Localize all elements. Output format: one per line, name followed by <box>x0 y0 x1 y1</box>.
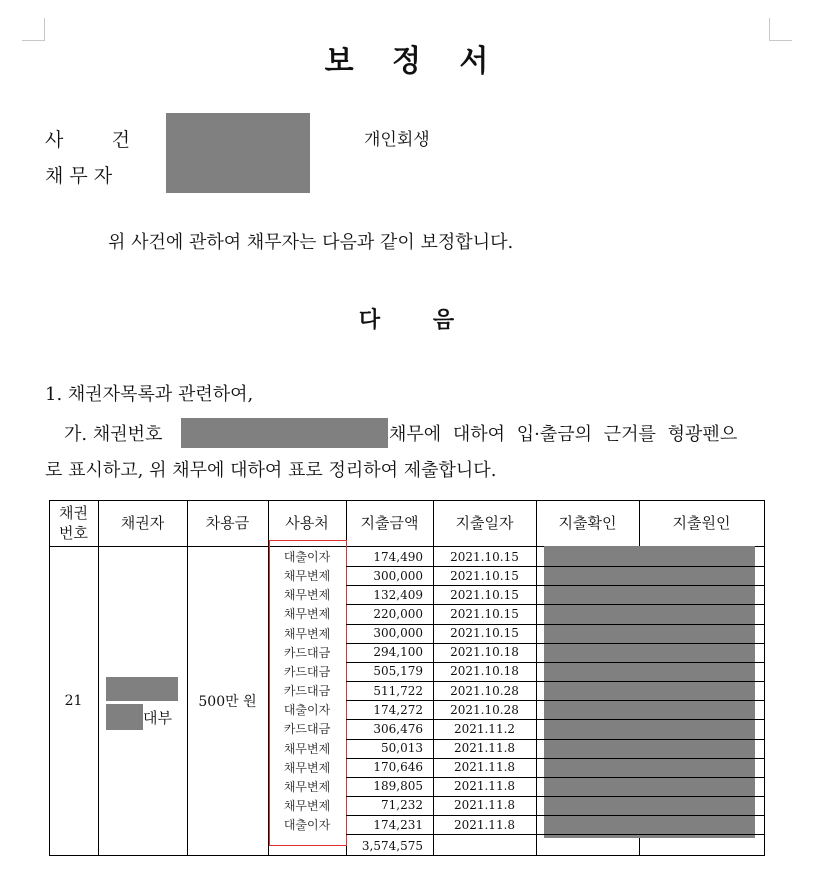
row-date: 2021.10.28 <box>450 702 519 717</box>
section-1-title: 1. 채권자목록과 관련하여, <box>45 384 254 405</box>
table-border <box>536 500 537 856</box>
row-amount: 174,231 <box>373 817 423 832</box>
item-ga-suffix: 채무에 대하여 입·출금의 근거를 형광펜으 <box>389 424 738 445</box>
row-amount: 50,013 <box>381 741 423 755</box>
redacted-creditor-name <box>106 704 143 730</box>
row-usage: 카드대금 <box>283 722 331 737</box>
row-date: 2021.10.18 <box>450 664 519 679</box>
claim-number-cell: 21 <box>64 692 83 709</box>
row-date: 2021.10.15 <box>450 568 519 583</box>
expense-table <box>49 500 765 856</box>
row-date: 2021.11.8 <box>453 817 516 832</box>
row-usage: 채무변제 <box>283 798 331 813</box>
row-usage: 채무변제 <box>283 741 331 756</box>
row-usage: 카드대금 <box>283 684 331 699</box>
document-title: 보 정 서 <box>324 44 503 79</box>
row-amount: 170,646 <box>373 760 423 775</box>
row-usage: 채무변제 <box>283 588 331 603</box>
row-amount: 71,232 <box>381 798 423 813</box>
table-border <box>98 500 99 856</box>
row-amount: 294,100 <box>373 645 423 660</box>
header-amount: 지출금액 <box>360 514 419 532</box>
item-ga-prefix: 가. 채권번호 <box>64 424 163 445</box>
table-border <box>49 855 765 856</box>
header-usage: 사용처 <box>285 514 329 532</box>
row-amount: 300,000 <box>373 568 423 583</box>
header-claim-number: 채권 번호 <box>59 504 88 542</box>
creditor-suffix: 대부 <box>143 708 172 727</box>
row-amount: 306,476 <box>373 721 423 736</box>
header-confirm: 지출확인 <box>558 514 617 532</box>
loan-amount-cell: 500만 원 <box>198 693 257 710</box>
row-usage: 채무변제 <box>283 569 331 584</box>
row-usage: 채무변제 <box>283 626 331 641</box>
row-date: 2021.11.8 <box>453 798 516 813</box>
table-border <box>764 500 765 856</box>
header-cause: 지출원인 <box>672 514 731 532</box>
row-usage: 대출이자 <box>283 703 331 718</box>
row-date: 2021.10.15 <box>450 587 519 602</box>
redacted-case-info <box>166 113 310 193</box>
row-amount: 505,179 <box>373 664 423 679</box>
row-date: 2021.10.15 <box>450 606 519 621</box>
case-type: 개인회생 <box>364 130 430 150</box>
row-date: 2021.10.15 <box>450 549 519 564</box>
item-ga-line2: 로 표시하고, 위 채무에 대하여 표로 정리하여 제출합니다. <box>45 460 497 481</box>
debtor-label: 채 무 자 <box>45 165 113 187</box>
row-usage: 카드대금 <box>283 664 331 679</box>
row-usage: 채무변제 <box>283 607 331 622</box>
intro-sentence: 위 사건에 관하여 채무자는 다음과 같이 보정합니다. <box>108 232 514 253</box>
row-amount: 132,409 <box>373 587 423 602</box>
case-label: 사 건 <box>45 129 131 151</box>
row-usage: 채무변제 <box>283 779 331 794</box>
row-amount: 300,000 <box>373 626 423 641</box>
row-date: 2021.11.8 <box>453 779 516 794</box>
row-date: 2021.11.2 <box>453 721 516 736</box>
header-date: 지출일자 <box>455 514 514 532</box>
row-date: 2021.10.15 <box>450 626 519 641</box>
row-usage: 대출이자 <box>283 818 331 833</box>
row-amount: 189,805 <box>373 779 423 794</box>
row-amount: 174,272 <box>373 702 423 717</box>
row-usage: 채무변제 <box>283 760 331 775</box>
row-date: 2021.11.8 <box>453 741 516 755</box>
row-amount: 511,722 <box>373 683 423 698</box>
row-amount: 220,000 <box>373 606 423 621</box>
redacted-creditor-name <box>106 677 178 701</box>
redacted-confirm-cause <box>544 546 755 838</box>
row-date: 2021.11.8 <box>453 760 516 775</box>
heading-dabeum: 다 음 <box>358 307 455 333</box>
row-usage: 대출이자 <box>283 550 331 564</box>
redacted-claim-number <box>181 418 388 448</box>
row-date: 2021.10.28 <box>450 683 519 698</box>
header-creditor: 채권자 <box>120 514 165 532</box>
row-amount: 174,490 <box>373 549 423 564</box>
row-usage: 카드대금 <box>283 645 331 660</box>
row-divider <box>346 834 765 835</box>
header-loan: 차용금 <box>205 514 250 532</box>
row-date: 2021.10.18 <box>450 645 519 660</box>
total-amount: 3,574,575 <box>361 839 423 853</box>
